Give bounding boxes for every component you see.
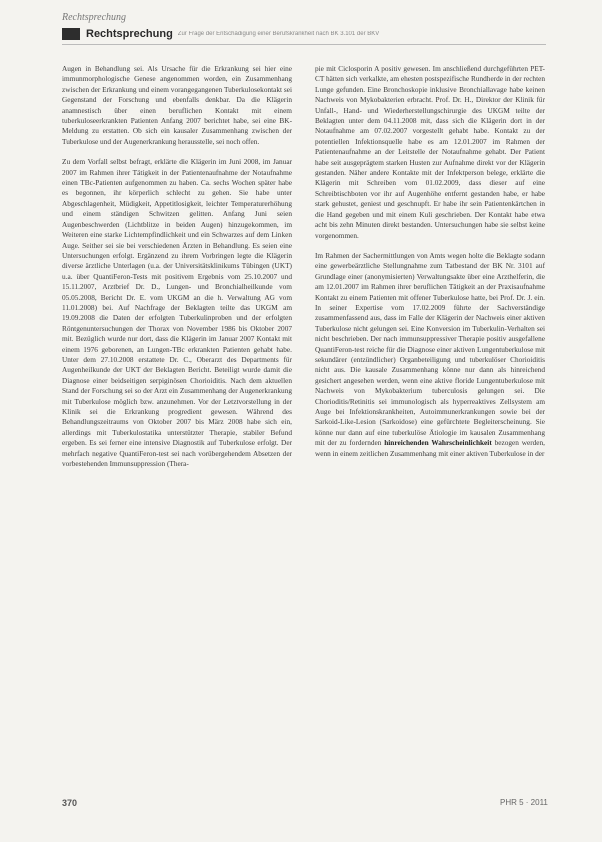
journal-reference: PHR 5 · 2011 bbox=[500, 798, 548, 807]
left-paragraph-1: Augen in Behandlung sei. Als Ursache für die Erkrankung sei hier eine immunmorphologische Genese angenommen worden, ein Zusammenhang zwischen der Erkrankung und einem vorangegangenen Tuberkulosekontakt sei Gegenstand der Forschung und ebenfalls denkbar. Da die Klägerin anamnestisch über einen beruflichen Kontakt mit einem tuberkuloseerkrankten Patienten Anfang 2007 berichtet habe, sei eine BK-Meldung zu erstatten. Ob sich ein kausaler Zusammenhang zwischen der Tuberkulose und der Augenerkrankung herausstelle, sei noch offen. bbox=[62, 64, 292, 146]
header-divider bbox=[62, 44, 546, 45]
header-marker bbox=[62, 28, 80, 40]
bold-phrase: hinreichenden Wahrscheinlichkeit bbox=[384, 438, 492, 448]
right-paragraph-2-end: bezogen werden, wenn in einem zeitlichen Zusammenhang mit einer aktiven Tuberkulose in der bbox=[315, 438, 545, 458]
right-paragraph-1: pie mit Ciclosporin A positiv gewesen. Im anschließend durchgeführten PET-CT hätten sich verkalkte, am ehesten postspezifische Rundherde in der rechten Lunge gefunden. Eine Bronchoskopie inklusive Bronchiallavage habe keinen Nachweis von Mykobakterien erbracht. Prof. Dr. H., Direktor der Klinik für Unfall-, Hand- und Wiederherstellungschirurgie des UKGM teilte der Beklagten unter dem 04.11.2008 mit, dass sich die Klägerin dort in der Notaufnahme am 07.02.2007 vorgestellt gehabt habe. Kontakt zu der potentiellen Infektionsquelle habe es am 12.01.2007 im Rahmen der Patientenaufnahme an der Leitstelle der Notaufnahme gehabt. Der Patient habe seit ausgeprägtem starken Husten zur Aufnahme direkt vor der Klägerin gestanden. Näher andere Kontakte mit der Infektperson belege, erklärte die Klägerin mit Schreiben vom 01.02.2009, dass dieser auf eine Schreibtischboten vor ihr auf Augenhöhe entfernt gestanden habe, er habe stark gehustet, geniest und geschnupft. Er habe ihr sein Patientenkärtchen in die Hand gegeben und mit einem Kuli geschrieben. Der Kontakt habe etwa acht bis zehn Minuten direkt bestanden. Untersuchungen habe sie selbst keine vorgenommen. bbox=[315, 64, 545, 240]
right-column bbox=[315, 64, 545, 459]
right-paragraph-2 bbox=[315, 251, 545, 459]
left-column bbox=[62, 64, 292, 469]
right-paragraph-2-start: Im Rahmen der Sachermittlungen von Amts wegen holte die Beklagte sodann eine gewerbeärztliche Stellungnahme zum Tatbestand der BK Nr. 3101 auf Grundlage einer (anonymisierten) Verwaltungsakte über eine Arzthelferin, die am 12.01.2007 im Rahmen ihrer beruflichen Tätigkeit an der Praxisaufnahme Kontakt zu einem Patienten mit offener Tuberkulose hatte, bei Prof. Dr. J. ein. In seiner Expertise vom 17.02.2009 führte der Sachverständige zusammenfassend aus, dass im Falle der Klägerin der Nachweis einer aktiven Tuberkulose nicht gelungen sei. Eine Konversion im Tuberkulin-Verhalten sei nicht beschrieben. Der nach immunsuppressiver Therapie positiv ausgefallene QuantiFeron-test reiche für die Diagnose einer aktiven Lungentuberkulose mit sekundärer (entzündlicher) Organbeteiligung und tuberkulöser Chorioiditis nicht aus. Die kausale Zusammenhang könne nur dann als hinreichend gesichert angesehen werden, wenn eine aktive floride Lungentuberkulose mit Nachweis von Mykobakterium tuberculosis gelungen sei. Die Chorioditis/Retinitis sei immunologisch als hyperreaktives Zellsystem am Auge bei Infektionskrankheiten, Autoimmunerkrankungen sowie bei der Sarkoid-Like-Lesion (Sarkoidose) eine gefürchtete Begleiterscheinung. Sie könne nur dann auf eine tuberkulöse Ätiologie im kausalen Zusammenhang mit der zu fordernden bbox=[315, 250, 545, 448]
header-subtitle: Zur Frage der Entschädigung einer Berufskrankheit nach BK 3.101 der BKV bbox=[177, 31, 380, 37]
page-header bbox=[62, 27, 542, 41]
header-title: Rechtsprechung bbox=[86, 28, 173, 40]
left-paragraph-2: Zu dem Vorfall selbst befragt, erklärte die Klägerin im Juni 2008, im Januar 2007 im Rahmen ihrer Tätigkeit in der Patientenaufnahme der Notaufnahme einen TBc-Patienten aufgenommen zu haben. Ca. sechs Wochen später habe es begonnen, ihr körperlich schlecht zu gehen. Sie habe unter Abgeschlagenheit, Müdigkeit, Appetitlosigkeit, leichter Temperaturerhöhung und einem ständigen Schwitzen gelitten. Anfang Juni seien Augenbeschwerden (Lichtblitze in beiden Augen) hinzugekommen, im Weiteren eine starke Lichtempfindlichkeit und ein Schwarzes auf dem Linken Auge. Seither sei sie bei verschiedenen Ärzten in Behandlung. Es seien eine Untersuchungen erfolgt. Ergänzend zu ihrem Vorbringen legte die Klägerin diverse ärztliche Unterlagen (u.a. der Universitätsklinikums Tübingen (UKT) u.a. über QuantiFeron-Tests mit positivem Ergebnis vom 25.10.2007 und 15.11.2007, Arztbrief Dr. D., Lungen- und Bronchialheilkunde vom 05.05.2008, Bericht Dr. E. vom UKGM an die h. Verwaltung AG vom 11.01.2008) bei. Auf Nachfrage der Beklagten teilte das UKGM am 19.09.2008 die Daten der erfolgten Tuberkulinproben und der erfolgten Röntgenuntersuchungen der Thorax von November 1986 bis Oktober 2007 mit. Bezüglich wurde nur dort, dass die Klägerin im Januar 2007 Kontakt mit einem 1976 geborenen, an Lungen-TBc erkrankten Patienten gehabt habe. Unter dem 27.10.2008 erstattete Dr. C., Oberarzt des Departments für Augenheilkunde der UKT der Beklagten Bericht. Beteiligt wurde damit die Diagnose einer beidseitigen serpiginösen Chorioiditis. Nach dem aktuellen Stand der Forschung sei so der Arzt ein Zusammenhang der Augenerkrankung mit Tuberkulose möglich bzw. anzunehmen. Vor der Letztvorstellung in der Klinik sei die Erkrankung progredient gewesen. Während des Behandlungszeitraums von Oktober 2007 bis März 2008 habe sich ein, allerdings mit Tuberkulostatika unterstützter Therapie, stabiler Befund ergeben. Es sei ferner eine intensive Diagnostik auf Tuberkulose erfolgt. Der mehrfach negative QuantiFeron-test sei nach vorübergehendem Absetzen der vorbestehenden Immunsuppression (Thera- bbox=[62, 157, 292, 469]
section-label: Rechtsprechung bbox=[62, 12, 127, 23]
page-number: 370 bbox=[62, 798, 78, 808]
